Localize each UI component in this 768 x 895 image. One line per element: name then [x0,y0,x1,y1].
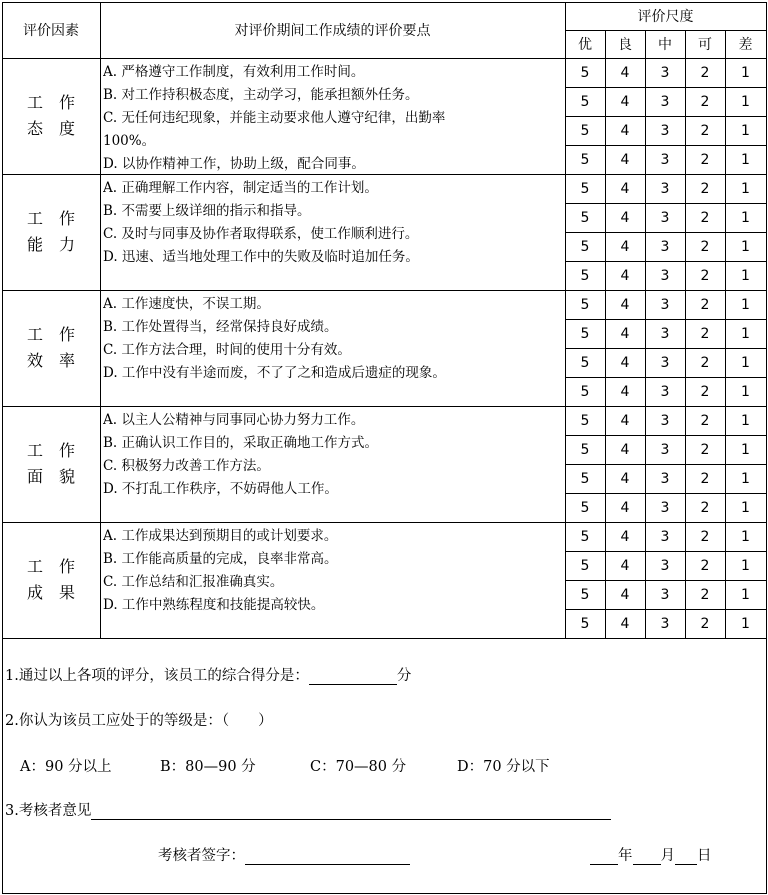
score-option[interactable]: 2 [700,528,710,545]
factor-label: 工 作 态 度 [26,93,75,138]
score-option[interactable]: 1 [741,180,750,197]
score-option[interactable]: 4 [620,93,630,110]
score-option[interactable]: 5 [580,499,590,516]
score-option[interactable]: 3 [660,441,670,458]
factor-column-header: 评价因素 [23,23,79,39]
score-option[interactable]: 1 [741,151,750,168]
evaluation-points: A. 工作成果达到预期目的或计划要求。 B. 工作能高质量的完成，良率非常高。 C. 工作总结和汇报准确真实。 D. 工作中熟练程度和技能提高较快。 [103,528,338,613]
score-option[interactable]: 2 [700,122,710,139]
score-option[interactable]: 1 [741,64,750,81]
score-option[interactable]: 1 [741,267,750,284]
score-option[interactable]: 4 [620,64,630,81]
score-option[interactable]: 1 [741,354,750,371]
score-option[interactable]: 5 [580,615,590,632]
score-option[interactable]: 4 [620,354,630,371]
grade-header: 优 [578,37,592,53]
score-option[interactable]: 5 [580,557,590,574]
score-option[interactable]: 2 [700,412,710,429]
score-option[interactable]: 2 [700,586,710,603]
score-option[interactable]: 2 [700,383,710,400]
score-option[interactable]: 3 [660,267,670,284]
score-option[interactable]: 3 [660,383,670,400]
score-option[interactable]: 5 [580,383,590,400]
grade-option: D：70 分以下 [457,759,550,775]
score-option[interactable]: 2 [700,151,710,168]
factor-column-rule [100,2,101,639]
date-row [590,844,712,865]
score-option[interactable]: 4 [620,325,630,342]
grade-option: A：90 分以上 [20,759,112,775]
score-option[interactable]: 5 [580,296,590,313]
score-option[interactable]: 3 [660,209,670,226]
grade-option: C：70—80 分 [310,759,407,775]
score-option[interactable]: 2 [700,325,710,342]
score-option[interactable]: 1 [741,615,750,632]
score-option[interactable]: 1 [741,470,750,487]
score-option[interactable]: 1 [741,441,750,458]
score-option[interactable]: 4 [620,122,630,139]
score-option[interactable]: 5 [580,586,590,603]
score-option[interactable]: 1 [741,499,750,516]
score-option[interactable]: 3 [660,122,670,139]
grade-header: 中 [658,37,672,53]
score-option[interactable]: 3 [660,615,670,632]
score-option[interactable]: 5 [580,238,590,255]
score-option[interactable]: 3 [660,557,670,574]
score-option[interactable]: 4 [620,296,630,313]
signature-label: 考核者签字： [158,848,245,864]
factor-label: 工 作 成 果 [26,557,75,602]
score-option[interactable]: 1 [741,557,750,574]
points-column-header: 对评价期间工作成绩的评价要点 [234,23,431,39]
score-option[interactable]: 5 [580,64,590,81]
date-day-blank[interactable] [675,850,697,865]
score-option[interactable]: 3 [660,354,670,371]
score-option[interactable]: 3 [660,64,670,81]
score-option[interactable]: 3 [660,238,670,255]
score-option[interactable]: 5 [580,267,590,284]
score-option[interactable]: 1 [741,122,750,139]
score-option[interactable]: 3 [660,296,670,313]
grade-level-question[interactable]: 2.你认为该员工应处于的等级是：（ ） [5,713,273,729]
score-option[interactable]: 5 [580,180,590,197]
reviewer-opinion-label: 3.考核者意见 [5,803,92,819]
score-option[interactable]: 3 [660,151,670,168]
score-option[interactable]: 4 [620,151,630,168]
score-option[interactable]: 1 [741,383,750,400]
total-score-label: 1.通过以上各项的评分，该员工的综合得分是： [5,668,309,684]
score-option[interactable]: 4 [620,383,630,400]
grade-header: 差 [738,37,753,53]
score-option[interactable]: 2 [700,238,710,255]
score-option[interactable]: 5 [580,441,590,458]
score-option[interactable]: 4 [620,586,630,603]
score-option[interactable]: 3 [660,528,670,545]
score-option[interactable]: 5 [580,93,590,110]
factor-label: 工 作 能 力 [26,209,75,254]
date-day-label: 日 [697,848,712,864]
score-option[interactable]: 2 [700,557,710,574]
score-option[interactable]: 3 [660,180,670,197]
score-option[interactable]: 4 [620,557,630,574]
score-option[interactable]: 4 [620,180,630,197]
score-option[interactable]: 3 [660,412,670,429]
date-year-blank[interactable] [590,850,618,865]
score-option[interactable]: 5 [580,151,590,168]
score-option[interactable]: 5 [580,122,590,139]
score-option[interactable]: 1 [741,238,750,255]
score-option[interactable]: 2 [700,499,710,516]
score-option[interactable]: 4 [620,528,630,545]
date-year-label: 年 [618,848,633,864]
score-option[interactable]: 5 [580,470,590,487]
section-rule [2,638,767,639]
score-option[interactable]: 2 [700,470,710,487]
score-option[interactable]: 1 [741,93,750,110]
date-month-blank[interactable] [633,850,661,865]
score-option[interactable]: 2 [700,64,710,81]
score-option[interactable]: 2 [700,93,710,110]
score-option[interactable]: 5 [580,209,590,226]
grade-option: B：80—90 分 [160,759,256,775]
table-right-border [766,2,767,894]
score-option[interactable]: 2 [700,296,710,313]
score-option[interactable]: 4 [620,470,630,487]
evaluation-points: A. 工作速度快，不误工期。 B. 工作处置得当，经常保持良好成绩。 C. 工作方法合理，时间的使用十分有效。 D. 工作中没有半途而废，不了了之和造成后遗症的现象。 [103,296,446,381]
score-option[interactable]: 3 [660,325,670,342]
score-option[interactable]: 5 [580,412,590,429]
score-unit: 分 [396,668,412,684]
grade-header: 可 [698,37,712,53]
factor-label: 工 作 效 率 [26,325,75,370]
score-option[interactable]: 4 [620,412,630,429]
evaluation-points: A. 以主人公精神与同事同心协力努力工作。 B. 正确认识工作目的，采取正确地工作方式。 C. 积极努力改善工作方法。 D. 不打乱工作秩序，不妨碍他人工作。 [103,412,379,497]
score-option[interactable]: 1 [741,586,750,603]
score-option[interactable]: 3 [660,499,670,516]
total-score-question [5,664,411,685]
score-option[interactable]: 1 [741,528,750,545]
score-option[interactable]: 1 [741,209,750,226]
score-option[interactable]: 1 [741,325,750,342]
score-option[interactable]: 2 [700,441,710,458]
score-option[interactable]: 4 [620,238,630,255]
evaluation-points: A. 严格遵守工作制度，有效利用工作时间。 B. 对工作持积极态度，主动学习，能承担额外任务。 C. 无任何违纪现象，并能主动要求他人遵守纪律，出勤率 100%。 D. 以协作精神工作，协助上级，配合同事。 [103,64,446,172]
score-option[interactable]: 2 [700,267,710,284]
score-option[interactable]: 1 [741,296,750,313]
signature-blank[interactable] [245,850,410,865]
score-option[interactable]: 4 [620,209,630,226]
evaluation-points: A. 正确理解工作内容，制定适当的工作计划。 B. 不需要上级详细的指示和指导。 C. 及时与同事及协作者取得联系，使工作顺利进行。 D. 迅速、适当地处理工作中的失败及临时追加任务。 [103,180,419,265]
score-option[interactable]: 2 [700,180,710,197]
table-bottom-border [2,893,767,894]
score-option[interactable]: 4 [620,499,630,516]
factor-label: 工 作 面 貌 [26,441,75,486]
scale-column-header: 评价尺度 [637,9,694,25]
score-option[interactable]: 3 [660,470,670,487]
score-option[interactable]: 5 [580,325,590,342]
score-option[interactable]: 4 [620,615,630,632]
score-option[interactable]: 2 [700,209,710,226]
score-option[interactable]: 2 [700,615,710,632]
score-option[interactable]: 3 [660,93,670,110]
reviewer-opinion-blank[interactable] [91,805,611,820]
signature-row [158,844,410,865]
score-option[interactable]: 4 [620,267,630,284]
score-option[interactable]: 3 [660,586,670,603]
score-option[interactable]: 5 [580,354,590,371]
total-score-blank[interactable] [309,670,397,685]
reviewer-opinion-row [5,799,611,820]
grade-header: 良 [618,37,632,53]
score-option[interactable]: 2 [700,354,710,371]
score-option[interactable]: 1 [741,412,750,429]
score-option[interactable]: 4 [620,441,630,458]
date-month-label: 月 [660,848,675,864]
score-option[interactable]: 5 [580,528,590,545]
